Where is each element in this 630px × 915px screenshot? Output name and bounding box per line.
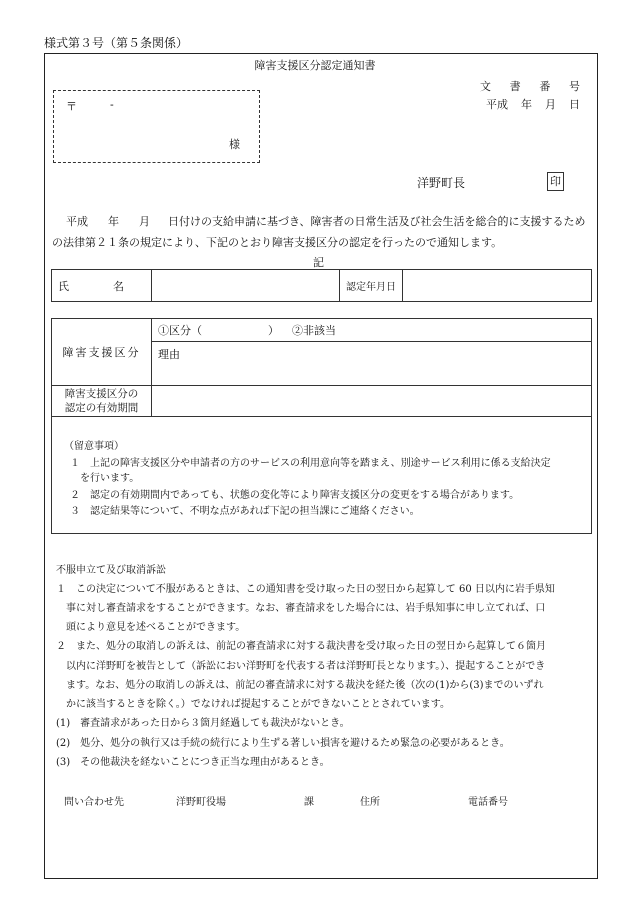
note-item: を行います。	[70, 473, 140, 484]
contact-phone: 電話番号	[468, 797, 508, 808]
contact-label: 問い合わせ先	[64, 797, 124, 808]
mayor-title: 洋野町長	[417, 176, 466, 190]
appeal-subitem: (1) 審査請求があった日から３箇月経過しても裁決がないとき。	[56, 718, 350, 729]
cert-date-label: 認定年月日	[340, 270, 403, 302]
validity-value	[152, 386, 592, 417]
ki-heading: 記	[313, 256, 324, 269]
body-text: 日付けの支給申請に基づき、障害者の日常生活及び社会生活を総合的に支援するため	[168, 215, 586, 228]
appeal-subitem: (2) 処分、処分の執行又は手続の続行により生ずる著しい損害を避けるため緊急の必要があるとき。	[56, 738, 510, 749]
category-options	[152, 319, 592, 342]
date-era: 平成	[486, 98, 508, 111]
body-year: 年	[108, 215, 119, 228]
category-table	[51, 318, 592, 417]
docnum-char: 号	[568, 80, 580, 93]
body-line-1	[66, 213, 586, 229]
seal-stamp: 印	[547, 172, 564, 191]
docnum-char: 番	[539, 80, 551, 93]
category-label: 障害支援区分	[52, 319, 152, 386]
date-month: 月	[545, 98, 556, 111]
cert-date-value	[403, 270, 592, 302]
note-item: ３ 認定結果等について、不明な点があれば下記の担当課にご連絡ください。	[70, 506, 420, 517]
appeal-line: 事に対し審査請求をすることができます。なお、審査請求をした場合には、岩手県知事に申し立てれば、口	[56, 603, 546, 614]
body-era: 平成	[66, 215, 88, 228]
notes-heading: （留意事項）	[64, 441, 124, 452]
date-year: 年	[521, 98, 532, 111]
appeal-line: ます。なお、処分の取消しの訴えは、前記の審査請求に対する裁決を経た後（次の(1)から(3)までのいずれ	[56, 680, 544, 691]
note-item: ２ 認定の有効期間内であっても、状態の変化等により障害支援区分の変更をする場合があります。	[70, 490, 520, 501]
reason-label: 理由	[158, 348, 180, 361]
form-label: 様式第３号（第５条関係）	[44, 36, 189, 50]
document-number-row	[480, 78, 580, 94]
appeal-heading: 不服申立て及び取消訴訟	[56, 565, 166, 576]
name-table	[51, 269, 592, 302]
address-box	[53, 90, 260, 163]
option-kubun: ①区分（ ）	[158, 324, 279, 337]
docnum-char: 文	[480, 80, 491, 93]
body-month: 月	[139, 215, 150, 228]
note-item: １ 上記の障害支援区分や申請者の方のサービスの利用意向等を踏まえ、別途サービス利用に係る支給決定	[70, 458, 551, 469]
appeal-subitem: (3) その他裁決を経ないことにつき正当な理由があるとき。	[56, 757, 330, 768]
appeal-line: 頭により意見を述べることができます。	[56, 622, 246, 633]
name-label: 氏 名	[52, 270, 152, 302]
body-line-2: の法律第２１条の規定により、下記のとおり障害支援区分の認定を行ったので通知します。	[52, 236, 503, 249]
document-title: 障害支援区分認定通知書	[254, 59, 376, 72]
issue-date-row	[486, 96, 580, 112]
docnum-char: 書	[509, 80, 521, 93]
appeal-line: １ この決定について不服があるときは、この通知書を受け取った日の翌日から起算して 60 日以内に岩手県知	[56, 584, 555, 595]
honorific-sama: 様	[229, 138, 240, 151]
option-higaitou: ②非該当	[292, 324, 336, 337]
contact-office: 洋野町役場	[176, 797, 226, 808]
name-value	[152, 270, 340, 302]
contact-address: 住所	[360, 797, 380, 808]
appeal-line: 以内に洋野町を被告として（訴訟におい洋野町を代表する者は洋野町長となります。）、提起することができ	[56, 661, 546, 672]
postal-dash: -	[110, 98, 114, 111]
appeal-line: かに該当するときを除く。）でなければ提起することができないこととされています。	[56, 699, 450, 710]
postal-mark: 〒	[66, 100, 77, 113]
appeal-line: ２ また、処分の取消しの訴えは、前記の審査請求に対する裁決書を受け取った日の翌日から起算して６箇月	[56, 641, 546, 652]
reason-cell	[152, 342, 592, 386]
contact-section: 課	[304, 797, 314, 808]
validity-label: 障害支援区分の 認定の有効期間	[52, 386, 152, 417]
date-day: 日	[569, 98, 580, 111]
